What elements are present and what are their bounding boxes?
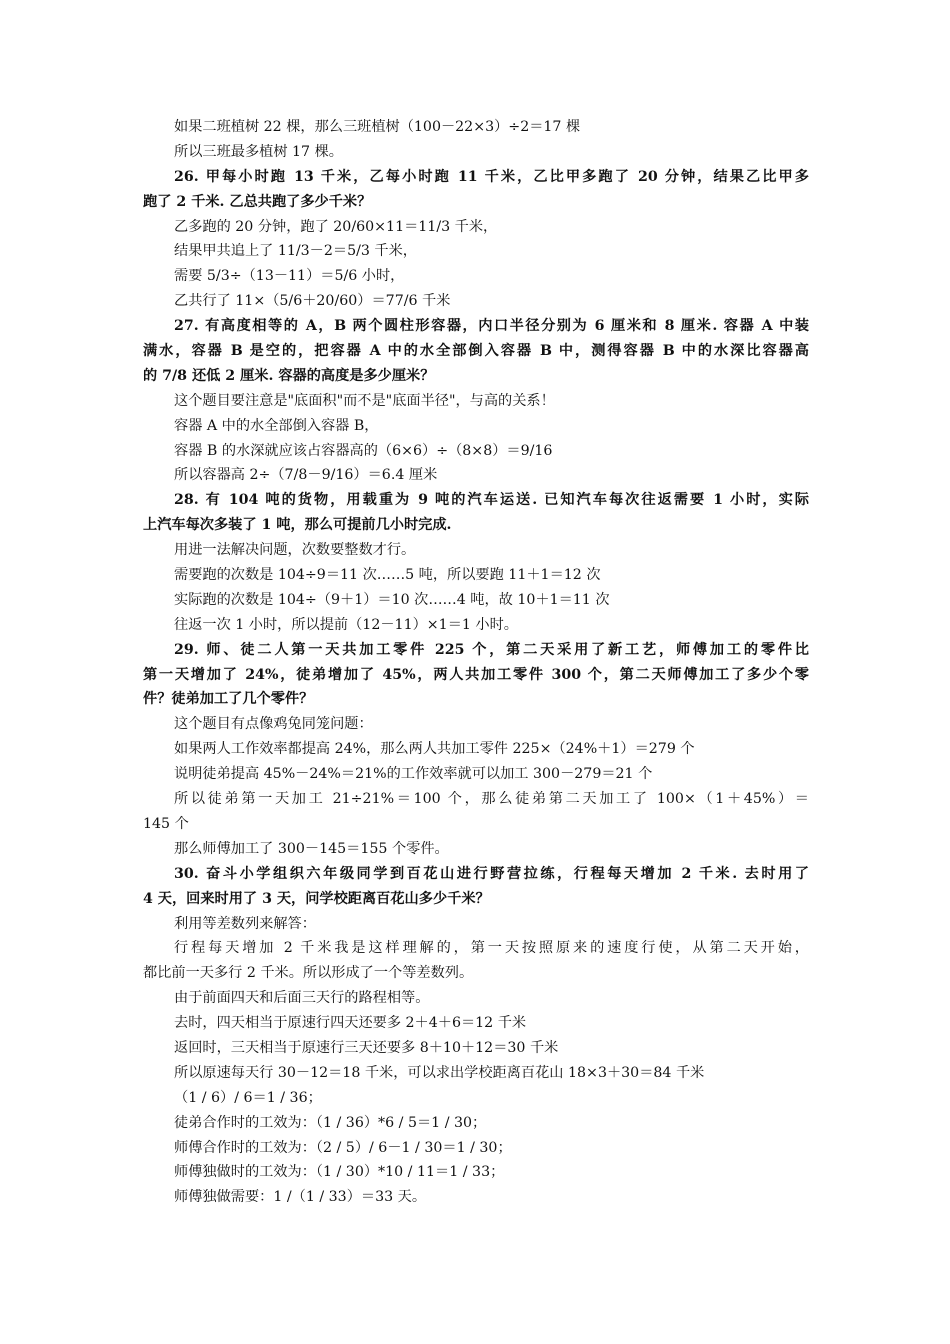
question-text-line: 跑了 2 千米. 乙总共跑了多少千米？ xyxy=(143,193,372,210)
answer-text-line: （1 / 6）/ 6＝1 / 36； xyxy=(174,1089,322,1106)
answer-text-line: 师傅合作时的工效为：（2 / 5）/ 6－1 / 30＝1 / 30； xyxy=(174,1139,512,1156)
answer-text-line: 结果甲共追上了 11/3－2＝5/3 千米， xyxy=(174,243,417,260)
answer-text-line: 所以三班最多植树 17 棵。 xyxy=(174,143,343,160)
question-text-line: 满水，容器 B 是空的，把容器 A 中的水全部倒入容器 B 中，测得容器 B 中的水深比容器高 xyxy=(143,343,809,360)
answer-text-line: 如果两人工作效率都提高 24%，那么两人共加工零件 225×（24%＋1）＝279 个 xyxy=(174,741,695,758)
question-text-line: 30. 奋斗小学组织六年级同学到百花山进行野营拉练，行程每天增加 2 千米. 去时用了 xyxy=(174,865,809,882)
answer-text-line: 容器 A 中的水全部倒入容器 B， xyxy=(174,417,379,434)
answer-text-line: 如果二班植树 22 棵，那么三班植树（100－22×3）÷2＝17 棵 xyxy=(174,119,581,135)
answer-text-line: 利用等差数列来解答： xyxy=(174,915,316,932)
question-text-line: 26. 甲每小时跑 13 千米，乙每小时跑 11 千米，乙比甲多跑了 20 分钟，结果乙比甲多 xyxy=(174,168,809,185)
answer-text-line: 师傅独做时的工效为：（1 / 30）*10 / 11＝1 / 33； xyxy=(174,1164,505,1181)
answer-text-line: 需要跑的次数是 104÷9＝11 次……5 吨，所以要跑 11＋1＝12 次 xyxy=(174,567,601,584)
answer-text-line: 师傅独做需要：1 /（1 / 33）＝33 天。 xyxy=(174,1189,427,1206)
question-text-line: 28. 有 104 吨的货物，用载重为 9 吨的汽车运送. 已知汽车每次往返需要 1 小时，实际 xyxy=(174,492,809,509)
answer-text-line: 实际跑的次数是 104÷（9＋1）＝10 次……4 吨，故 10＋1＝11 次 xyxy=(174,591,610,608)
question-text-line: 件？徒弟加工了几个零件？ xyxy=(143,691,314,708)
question-text-line: 的 7/8 还低 2 厘米. 容器的高度是多少厘米？ xyxy=(143,367,435,384)
answer-text-line: 所以容器高 2÷（7/8－9/16）＝6.4 厘米 xyxy=(174,467,438,484)
question-text-line: 4 天，回来时用了 3 天，问学校距离百花山多少千米？ xyxy=(143,890,490,907)
answer-text-line: 用进一法解决问题，次数要整数才行。 xyxy=(174,542,416,559)
answer-text-line: 需要 5/3÷（13－11）＝5/6 小时， xyxy=(174,268,405,285)
answer-text-line: 乙共行了 11×（5/6＋20/60）＝77/6 千米 xyxy=(174,293,451,310)
answer-text-line: 往返一次 1 小时，所以提前（12－11）×1＝1 小时。 xyxy=(174,616,518,633)
question-text-line: 29. 师、徒二人第一天共加工零件 225 个，第二天采用了新工艺，师傅加工的零件比 xyxy=(174,641,809,658)
answer-text-line: 徒弟合作时的工效为：（1 / 36）*6 / 5＝1 / 30； xyxy=(174,1114,487,1131)
answer-text-line: 乙多跑的 20 分钟，跑了 20/60×11＝11/3 千米， xyxy=(174,218,498,235)
answer-text-line: 145 个 xyxy=(143,815,189,832)
question-text-line: 上汽车每次多装了 1 吨，那么可提前几小时完成. xyxy=(143,517,452,534)
answer-text-line: 说明徒弟提高 45%－24%＝21%的工作效率就可以加工 300－279＝21 个 xyxy=(174,766,653,783)
answer-text-line: 由于前面四天和后面三天行的路程相等。 xyxy=(174,990,430,1007)
document-body xyxy=(143,115,809,1210)
answer-text-line: 行程每天增加 2 千米我是这样理解的，第一天按照原来的速度行使，从第二天开始， xyxy=(174,940,809,957)
answer-text-line: 都比前一天多行 2 千米。所以形成了一个等差数列。 xyxy=(143,965,474,982)
question-text-line: 27. 有高度相等的 A，B 两个圆柱形容器，内口半径分别为 6 厘米和 8 厘米. 容器 A 中装 xyxy=(174,318,809,335)
answer-text-line: 这个题目要注意是"底面积"而不是"底面半径"，与高的关系！ xyxy=(174,392,555,409)
answer-text-line: 去时，四天相当于原速行四天还要多 2＋4＋6＝12 千米 xyxy=(174,1015,527,1032)
answer-text-line: 返回时，三天相当于原速行三天还要多 8＋10＋12＝30 千米 xyxy=(174,1039,559,1056)
answer-text-line: 所以徒弟第一天加工 21÷21%＝100 个，那么徒弟第二天加工了 100×（1＋45%）＝ xyxy=(174,791,809,808)
answer-text-line: 所以原速每天行 30－12＝18 千米，可以求出学校距离百花山 18×3＋30＝84 千米 xyxy=(174,1064,705,1081)
answer-text-line: 这个题目有点像鸡兔同笼问题： xyxy=(174,716,373,733)
answer-text-line: 容器 B 的水深就应该占容器高的（6×6）÷（8×8）＝9/16 xyxy=(174,442,553,459)
answer-text-line: 那么师傅加工了 300－145＝155 个零件。 xyxy=(174,840,449,857)
question-text-line: 第一天增加了 24%，徒弟增加了 45%，两人共加工零件 300 个，第二天师傅加工了多少个零 xyxy=(143,666,809,683)
